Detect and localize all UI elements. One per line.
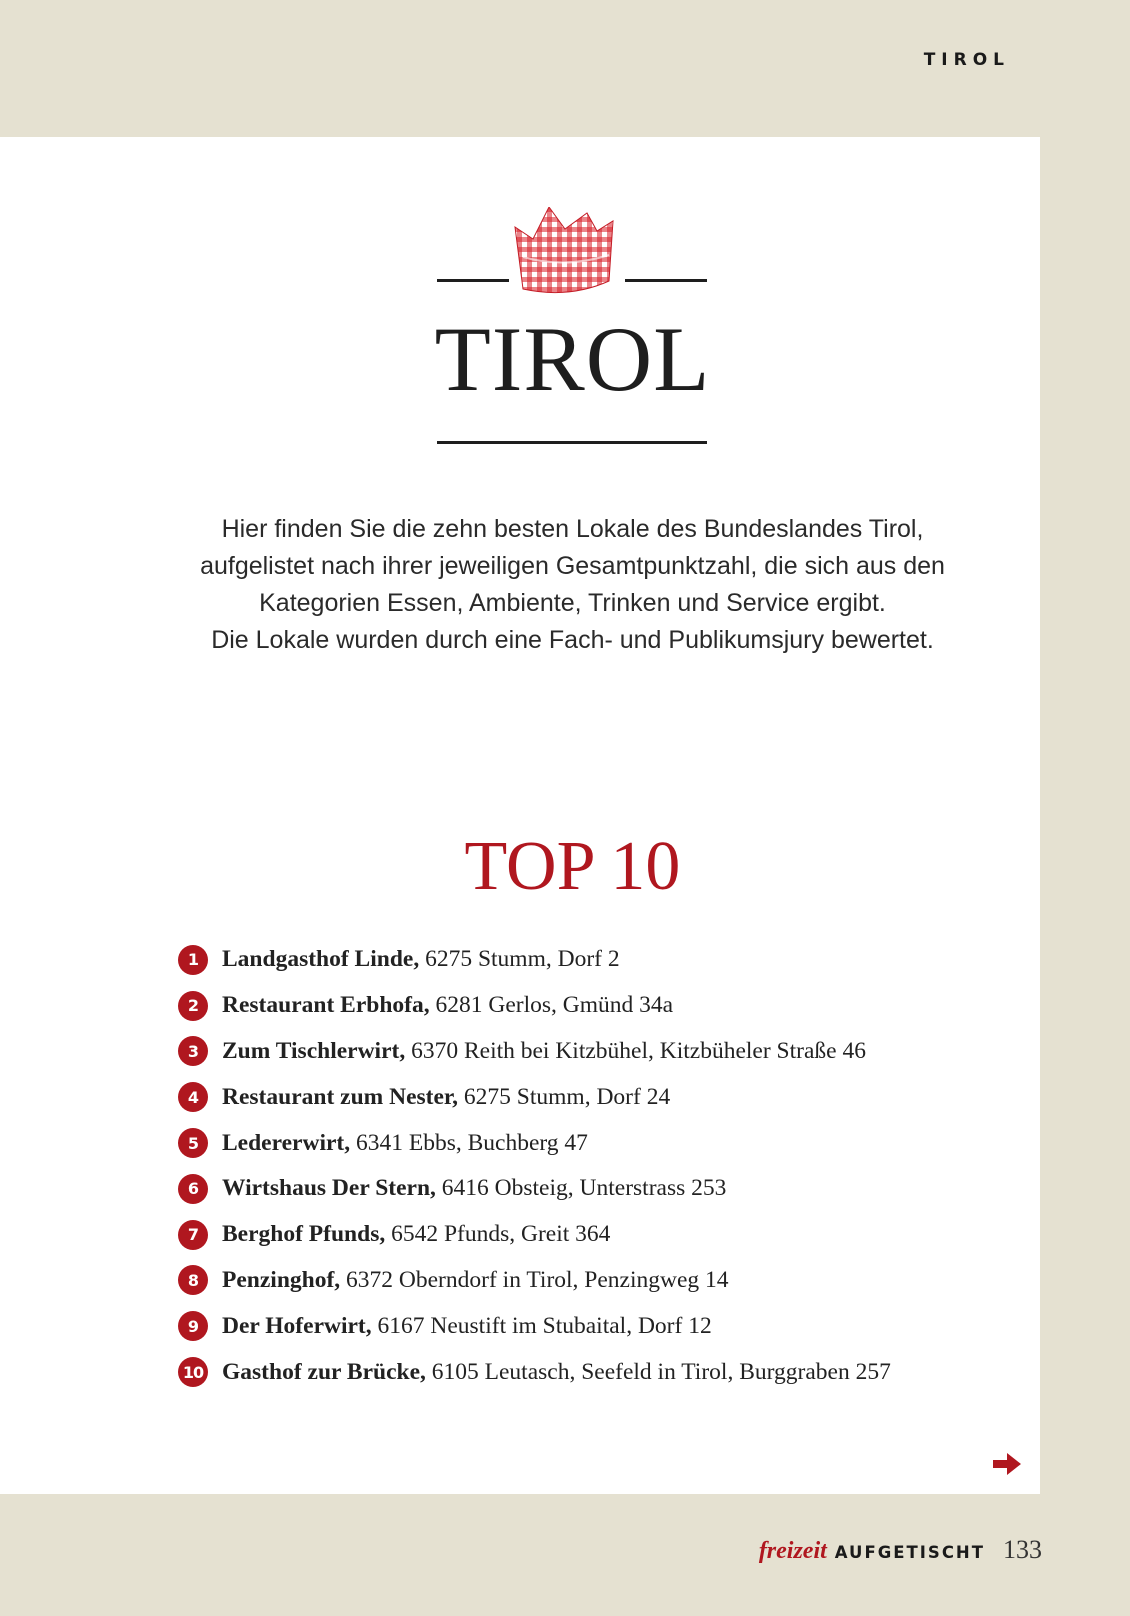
restaurant-address: 6341 Ebbs, Buchberg 47 [350,1129,588,1156]
restaurant-address: 6416 Obsteig, Unterstrass 253 [435,1175,727,1202]
section-label: TIROL [923,50,1010,70]
restaurant-address: 6372 Oberndorf in Tirol, Penzingweg 14 [340,1266,729,1293]
restaurant-address: 6275 Stumm, Dorf 2 [419,946,620,973]
restaurant-address: 6167 Neustift im Stubaital, Dorf 12 [371,1312,712,1339]
list-item [178,1029,1008,1075]
list-item [178,1212,1008,1258]
rank-badge: 8 [178,1265,208,1295]
page-number: 133 [1003,1535,1042,1564]
rank-badge: 4 [178,1082,208,1112]
rank-badge: 5 [178,1128,208,1158]
intro-line: Hier finden Sie die zehn besten Lokale des Bundeslandes Tirol, [221,515,924,543]
intro-line: Kategorien Essen, Ambiente, Trinken und Service ergibt. [259,589,886,617]
restaurant-name: Restaurant zum Nester, [222,1083,459,1110]
rank-badge: 1 [178,945,208,975]
napkin-crown-icon [437,207,707,297]
restaurant-name: Ledererwirt, [222,1129,351,1156]
list-item [178,1349,1008,1395]
intro-line: Die Lokale wurden durch eine Fach- und Publikumsjury bewertet. [211,626,934,654]
list-item [178,1120,1008,1166]
restaurant-address: 6370 Reith bei Kitzbühel, Kitzbüheler Straße 46 [405,1037,866,1064]
restaurant-address: 6281 Gerlos, Gmünd 34a [429,992,674,1019]
top-heading: TOP 10 [464,828,681,905]
rank-badge: 2 [178,991,208,1021]
ranking-list [178,937,1008,1395]
title-underline [437,441,707,444]
intro-line: aufgelistet nach ihrer jeweiligen Gesamtpunktzahl, die sich aus den [200,552,945,580]
restaurant-name: Berghof Pfunds, [222,1221,386,1248]
list-item [178,1258,1008,1304]
arrow-right-icon[interactable] [993,1453,1021,1475]
magazine-name: AUFGETISCHT [834,1543,985,1562]
list-item [178,1303,1008,1349]
rank-badge: 9 [178,1311,208,1341]
list-item [178,937,1008,983]
restaurant-name: Der Hoferwirt, [222,1312,372,1339]
content-card [0,137,1040,1494]
restaurant-name: Restaurant Erbhofa, [222,992,430,1019]
restaurant-address: 6105 Leutasch, Seefeld in Tirol, Burggraben 257 [425,1358,891,1385]
brand-logo: freizeit [758,1538,827,1564]
restaurant-name: Gasthof zur Brücke, [222,1358,426,1385]
page-footer [759,1535,1042,1565]
rank-badge: 10 [178,1357,208,1387]
intro-text [140,511,1005,659]
restaurant-name: Zum Tischlerwirt, [222,1037,406,1064]
restaurant-name: Penzinghof, [222,1266,341,1293]
restaurant-name: Wirtshaus Der Stern, [222,1175,436,1202]
rank-badge: 3 [178,1036,208,1066]
rank-badge: 6 [178,1174,208,1204]
rank-badge: 7 [178,1220,208,1250]
restaurant-address: 6275 Stumm, Dorf 24 [458,1083,671,1110]
list-item [178,1074,1008,1120]
page-title: TIROL [434,308,711,410]
restaurant-name: Landgasthof Linde, [222,946,420,973]
list-item [178,983,1008,1029]
list-item [178,1166,1008,1212]
restaurant-address: 6542 Pfunds, Greit 364 [385,1221,611,1248]
